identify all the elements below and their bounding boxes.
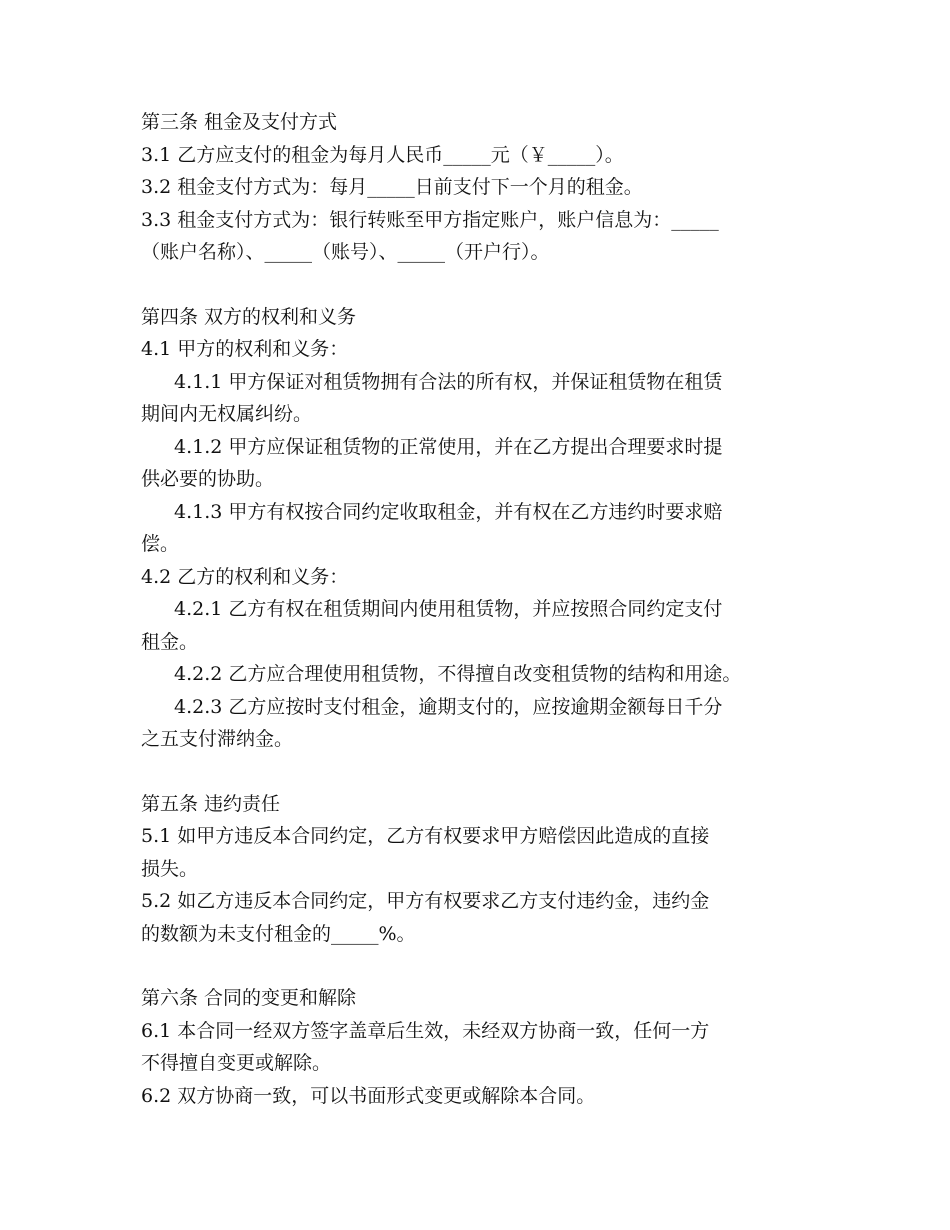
section-heading: 第三条 租金及支付方式 — [141, 111, 338, 133]
subclause-line: 4.1.1 甲方保证对租赁物拥有合法的所有权，并保证租赁物在租赁 — [174, 370, 723, 393]
subclause-line: 4.1.3 甲方有权按合同约定收取租金，并有权在乙方违约时要求赔 — [174, 500, 723, 523]
clause-line: 6.1 本合同一经双方签字盖章后生效，未经双方协商一致，任何一方 — [141, 1019, 710, 1042]
section-heading: 第五条 违约责任 — [141, 792, 281, 815]
subclause-line-continued: 期间内无权属纠纷。 — [141, 403, 313, 425]
clause-line-continued: 不得擅自变更或解除。 — [141, 1052, 332, 1074]
subclause-line-continued: 之五支付滞纳金。 — [141, 728, 294, 750]
clause-line: 5.2 如乙方违反本合同约定，甲方有权要求乙方支付违约金，违约金 — [141, 890, 710, 912]
clause-line-continued: （账户名称）、_____（账号）、_____（开户行）。 — [141, 241, 550, 263]
section-article-3 — [141, 106, 821, 269]
section-article-5 — [141, 788, 821, 951]
subclause-line: 4.2.2 乙方应合理使用租赁物，不得擅自改变租赁物的结构和用途。 — [174, 663, 742, 685]
clause-line: 5.1 如甲方违反本合同约定，乙方有权要求甲方赔偿因此造成的直接 — [141, 825, 710, 847]
clause-line-continued: 的数额为未支付租金的_____%。 — [141, 922, 416, 945]
section-article-6 — [141, 982, 821, 1112]
subclause-line: 4.2.3 乙方应按时支付租金，逾期支付的，应按逾期金额每日千分 — [174, 695, 723, 718]
subclause-line: 4.2.1 乙方有权在租赁期间内使用租赁物，并应按照合同约定支付 — [174, 598, 723, 620]
contract-body — [141, 106, 821, 1112]
clause-line: 3.3 租金支付方式为：银行转账至甲方指定账户，账户信息为：_____ — [141, 208, 719, 231]
subclause-line-continued: 偿。 — [141, 533, 180, 555]
clause-line: 3.1 乙方应支付的租金为每月人民币_____元（￥_____）。 — [141, 143, 624, 166]
section-heading: 第四条 双方的权利和义务 — [141, 305, 357, 328]
clause-line: 6.2 双方协商一致，可以书面形式变更或解除本合同。 — [141, 1084, 596, 1107]
section-heading: 第六条 合同的变更和解除 — [141, 987, 357, 1009]
subclause-line-continued: 供必要的协助。 — [141, 468, 275, 490]
subclause-line: 4.1.2 甲方应保证租赁物的正常使用，并在乙方提出合理要求时提 — [174, 435, 723, 458]
subclause-line-continued: 租金。 — [141, 630, 199, 653]
clause-line: 3.2 租金支付方式为：每月_____日前支付下一个月的租金。 — [141, 176, 643, 198]
section-article-4 — [141, 301, 821, 756]
clause-line-continued: 损失。 — [141, 857, 199, 880]
clause-line: 4.1 甲方的权利和义务： — [141, 338, 349, 360]
clause-line: 4.2 乙方的权利和义务： — [141, 565, 349, 588]
